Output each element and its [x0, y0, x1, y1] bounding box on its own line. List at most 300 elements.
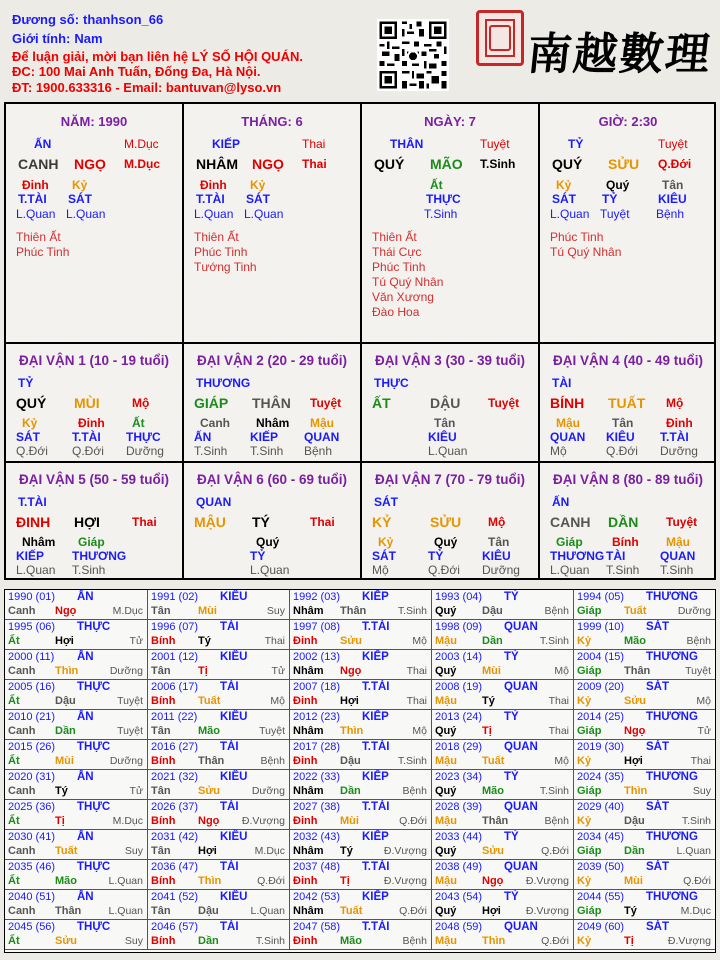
hidden-stem: Tân	[434, 416, 456, 430]
hidden-stem: Đinh	[666, 416, 693, 430]
year-cell[interactable]	[290, 890, 432, 920]
dai-van-cell-1[interactable]	[6, 344, 184, 463]
hidden-star: TÀI	[606, 549, 626, 563]
year-stem: Tân	[151, 845, 171, 857]
special-star: Phúc Tinh	[550, 230, 604, 244]
year-cell[interactable]	[148, 770, 290, 800]
year-label: 2038 (49)	[435, 861, 483, 873]
year-cell[interactable]	[148, 680, 290, 710]
year-label: 2036 (47)	[151, 861, 199, 873]
contact-line-2: ĐC: 100 Mai Anh Tuấn, Đống Đa, Hà Nội.	[12, 64, 261, 79]
year-cell[interactable]	[5, 920, 148, 950]
year-state: T.Sinh	[397, 605, 427, 617]
year-label: 1998 (09)	[435, 621, 483, 633]
year-star: KIẾP	[362, 711, 389, 723]
year-cell[interactable]	[290, 800, 432, 830]
dai-van-cell-5[interactable]	[6, 463, 184, 580]
year-label: 1995 (06)	[8, 621, 56, 633]
year-star: ẤN	[77, 891, 94, 903]
year-label: 1992 (03)	[293, 591, 341, 603]
year-star: KIÊU	[220, 891, 248, 903]
year-cell[interactable]	[5, 830, 148, 860]
year-stem: Giáp	[577, 605, 602, 617]
special-star: Tú Quý Nhân	[550, 245, 622, 259]
year-cell[interactable]	[148, 650, 290, 680]
year-star: TÀI	[220, 801, 239, 813]
year-state: Bệnh	[686, 635, 711, 647]
year-state: Dưỡng	[677, 605, 711, 617]
year-cell[interactable]	[574, 800, 715, 830]
year-label: 2047 (58)	[293, 921, 341, 933]
year-cell[interactable]	[432, 830, 574, 860]
year-state: Suy	[266, 605, 285, 617]
year-cell[interactable]	[5, 860, 148, 890]
year-star: THƯƠNG	[646, 651, 698, 663]
year-cell[interactable]	[290, 620, 432, 650]
hidden-star: QUAN	[304, 430, 340, 444]
year-star: KIÊU	[220, 651, 248, 663]
hidden-state: T.Sinh	[194, 444, 228, 458]
year-star: THƯƠNG	[646, 771, 698, 783]
dai-van-state: Mộ	[132, 396, 150, 410]
hidden-state: Mộ	[372, 563, 389, 577]
year-cell[interactable]	[290, 770, 432, 800]
year-branch: Ngọ	[624, 725, 646, 737]
hidden-star: THƯƠNG	[72, 549, 127, 563]
year-state: L.Quan	[108, 875, 143, 887]
pillar-cell-1[interactable]	[6, 104, 184, 344]
hidden-star: SÁT	[372, 549, 396, 563]
year-cell[interactable]	[290, 680, 432, 710]
dai-van-stem: GIÁP	[194, 395, 229, 411]
dai-van-top-star: ẤN	[552, 495, 570, 509]
year-stem: Nhâm	[293, 905, 324, 917]
year-cell[interactable]	[574, 740, 715, 770]
year-label: 2013 (24)	[435, 711, 483, 723]
hidden-star: THƯƠNG	[550, 549, 605, 563]
hidden-stem: Mậu	[310, 416, 334, 430]
year-branch: Dần	[482, 635, 503, 647]
year-label: 1997 (08)	[293, 621, 341, 633]
year-state: Suy	[124, 935, 143, 947]
pillar-stem: NHÂM	[196, 156, 238, 172]
year-cell[interactable]	[432, 650, 574, 680]
year-cell[interactable]	[5, 770, 148, 800]
year-label: 2016 (27)	[151, 741, 199, 753]
special-star: Phúc Tinh	[372, 260, 426, 274]
hidden-state: T.Sinh	[250, 444, 284, 458]
year-label: 2014 (25)	[577, 711, 625, 723]
year-stem: Quý	[435, 725, 457, 737]
year-branch: Ngọ	[55, 605, 77, 617]
year-branch: Mùi	[482, 665, 501, 677]
year-stem: Bính	[151, 695, 176, 707]
year-branch: Tý	[624, 905, 637, 917]
year-branch: Tuất	[198, 695, 221, 707]
year-label: 2024 (35)	[577, 771, 625, 783]
year-stem: Quý	[435, 665, 457, 677]
year-label: 2006 (17)	[151, 681, 199, 693]
special-star: Thiên Ất	[16, 230, 61, 244]
so-label: Đương số:	[12, 12, 80, 27]
year-star: THỰC	[77, 741, 111, 753]
hidden-state: Bệnh	[304, 444, 333, 458]
year-state: L.Quan	[250, 905, 285, 917]
pillar-cell-4[interactable]	[540, 104, 716, 344]
year-label: 2018 (29)	[435, 741, 483, 753]
hidden-star: THỰC	[126, 430, 161, 444]
year-cell[interactable]	[290, 590, 432, 620]
year-state: Thai	[406, 695, 427, 707]
year-cell[interactable]	[148, 740, 290, 770]
year-star: TỶ	[504, 831, 519, 843]
year-cell[interactable]	[5, 800, 148, 830]
calligraphy-logo: 南越數理	[524, 29, 715, 80]
dai-van-title: ĐẠI VẬN 4 (40 - 49 tuổi)	[552, 353, 704, 368]
year-label: 2007 (18)	[293, 681, 341, 693]
year-cell[interactable]	[148, 590, 290, 620]
year-stem: Canh	[8, 605, 36, 617]
year-stem: Quý	[435, 845, 457, 857]
year-star: ẤN	[77, 651, 94, 663]
year-label: 1993 (04)	[435, 591, 483, 603]
year-stem: Mậu	[435, 935, 457, 947]
year-state: Q.Đới	[541, 845, 569, 857]
year-star: THƯƠNG	[646, 711, 698, 723]
dai-van-cell-7[interactable]	[362, 463, 540, 580]
year-cell[interactable]	[148, 800, 290, 830]
year-cell[interactable]	[432, 620, 574, 650]
year-star: TỶ	[504, 771, 519, 783]
year-cell[interactable]	[290, 740, 432, 770]
year-branch: Thân	[340, 605, 367, 617]
year-stem: Mậu	[435, 815, 457, 827]
year-label: 1996 (07)	[151, 621, 199, 633]
year-cell[interactable]	[574, 650, 715, 680]
hidden-state: Dưỡng	[482, 563, 520, 577]
year-cell[interactable]	[432, 890, 574, 920]
year-cell[interactable]	[5, 620, 148, 650]
year-state: T.Sinh	[397, 755, 427, 767]
hidden-stem: Tân	[612, 416, 634, 430]
year-cell[interactable]	[574, 680, 715, 710]
year-cell[interactable]	[5, 650, 148, 680]
year-label: 2042 (53)	[293, 891, 341, 903]
year-star: T.TÀI	[362, 621, 390, 633]
year-cell[interactable]	[432, 920, 574, 950]
dai-van-top-star: THƯƠNG	[196, 376, 251, 390]
hidden-star: SÁT	[246, 192, 270, 206]
hidden-state: L.Quan	[16, 563, 56, 577]
year-state: Đ.Vượng	[525, 875, 569, 887]
year-star: SÁT	[646, 621, 669, 633]
year-state: Dưỡng	[109, 665, 143, 677]
year-stem: Canh	[8, 725, 36, 737]
qr-code-icon[interactable]	[377, 19, 449, 91]
year-branch: Mùi	[624, 875, 643, 887]
so-line	[12, 12, 163, 27]
pillar-branch: NGỌ	[252, 156, 284, 172]
year-cell[interactable]	[290, 860, 432, 890]
year-state: Tử	[129, 635, 143, 647]
year-label: 2049 (60)	[577, 921, 625, 933]
dai-van-cell-6[interactable]	[184, 463, 362, 580]
pillar-title: NGÀY: 7	[424, 114, 476, 129]
year-stem: Đinh	[293, 635, 318, 647]
dai-van-branch: TÝ	[252, 514, 270, 530]
year-star: T.TÀI	[362, 921, 390, 933]
pillar-top-star: KIẾP	[212, 137, 241, 151]
year-star: TÀI	[220, 921, 239, 933]
year-star: TÀI	[220, 861, 239, 873]
year-label: 2045 (56)	[8, 921, 56, 933]
year-label: 2003 (14)	[435, 651, 483, 663]
pillar-top-state: Tuyệt	[658, 137, 688, 151]
dai-van-cell-4[interactable]	[540, 344, 716, 463]
year-cell[interactable]	[148, 860, 290, 890]
year-cell[interactable]	[148, 710, 290, 740]
year-stem: Quý	[435, 905, 457, 917]
year-state: Bệnh	[260, 755, 285, 767]
year-label: 2010 (21)	[8, 711, 56, 723]
dai-van-title: ĐẠI VẬN 1 (10 - 19 tuổi)	[18, 353, 170, 368]
year-star: QUAN	[504, 861, 538, 873]
year-star: TỶ	[504, 591, 519, 603]
dai-van-state: Thai	[310, 515, 335, 529]
year-stem: Canh	[8, 845, 36, 857]
year-state: Đ.Vượng	[241, 815, 285, 827]
year-star: THỰC	[77, 801, 111, 813]
year-star: QUAN	[504, 801, 538, 813]
year-label: 2030 (41)	[8, 831, 56, 843]
year-stem: Canh	[8, 785, 36, 797]
year-state: Tử	[129, 785, 143, 797]
year-label: 2000 (11)	[8, 651, 55, 663]
year-branch: Thìn	[198, 875, 222, 887]
year-star: TỶ	[504, 711, 519, 723]
red-seal-stamp	[476, 10, 524, 66]
pillar-cell-3[interactable]	[362, 104, 540, 344]
year-star: THƯƠNG	[646, 831, 698, 843]
hidden-stem: Mậu	[666, 535, 690, 549]
hidden-stem: Giáp	[78, 535, 105, 549]
dai-van-branch: HỢI	[74, 514, 100, 530]
year-branch: Tuất	[482, 755, 505, 767]
year-cell[interactable]	[574, 770, 715, 800]
year-star: KIẾP	[362, 651, 389, 663]
dai-van-stem: MẬU	[194, 514, 226, 530]
year-state: M.Dục	[112, 815, 143, 827]
hidden-stem: Canh	[200, 416, 230, 430]
year-stem: Kỷ	[577, 755, 592, 767]
dai-van-stem: ẤT	[372, 395, 391, 411]
year-cell[interactable]	[432, 680, 574, 710]
year-star: QUAN	[504, 741, 538, 753]
hidden-stem: Bính	[612, 535, 639, 549]
year-state: Thai	[690, 755, 711, 767]
year-star: ẤN	[77, 771, 94, 783]
dai-van-branch: TUẤT	[608, 395, 646, 411]
year-state: Đ.Vượng	[383, 845, 427, 857]
dai-van-stem: ĐINH	[16, 514, 51, 530]
year-cell[interactable]	[5, 740, 148, 770]
year-label: 2048 (59)	[435, 921, 483, 933]
year-star: T.TÀI	[362, 681, 390, 693]
hidden-state: L.Quan	[194, 207, 234, 221]
year-cell[interactable]	[574, 830, 715, 860]
year-branch: Ngọ	[198, 815, 220, 827]
year-label: 2019 (30)	[577, 741, 625, 753]
hidden-star: KIÊU	[658, 192, 687, 206]
year-branch: Mão	[198, 725, 220, 737]
year-label: 2040 (51)	[8, 891, 56, 903]
year-cell[interactable]	[574, 890, 715, 920]
year-branch: Tuất	[340, 905, 363, 917]
year-star: KIẾP	[362, 771, 389, 783]
dai-van-branch: MÙI	[74, 395, 100, 411]
year-branch: Tị	[198, 665, 208, 677]
year-label: 1991 (02)	[151, 591, 199, 603]
year-branch: Hợi	[55, 635, 74, 647]
year-cell[interactable]	[148, 920, 290, 950]
hidden-stem: Kỷ	[250, 178, 266, 192]
hidden-state: L.Quan	[244, 207, 284, 221]
year-cell[interactable]	[574, 710, 715, 740]
year-cell[interactable]	[432, 860, 574, 890]
hidden-star: KIẾP	[250, 430, 279, 444]
year-star: THƯƠNG	[646, 891, 698, 903]
year-cell[interactable]	[432, 770, 574, 800]
year-cell[interactable]	[574, 920, 715, 950]
year-state: Mộ	[412, 725, 427, 737]
dai-van-top-star: THỰC	[374, 376, 409, 390]
pillar-branch: SỬU	[608, 156, 640, 172]
year-star: THỰC	[77, 621, 111, 633]
pillar-branch: NGỌ	[74, 156, 106, 172]
year-state: Q.Đới	[541, 935, 569, 947]
year-cell[interactable]	[290, 830, 432, 860]
hidden-star: KIÊU	[428, 430, 457, 444]
pillar-top-state: M.Dục	[124, 137, 159, 151]
year-cell[interactable]	[290, 920, 432, 950]
dai-van-top-star: TỶ	[18, 376, 34, 390]
year-branch: Dậu	[55, 695, 76, 707]
dai-van-cell-3[interactable]	[362, 344, 540, 463]
year-branch: Mùi	[55, 755, 74, 767]
year-label: 2012 (23)	[293, 711, 341, 723]
year-label: 2033 (44)	[435, 831, 483, 843]
year-star: THỰC	[77, 681, 111, 693]
year-state: Mộ	[696, 695, 711, 707]
hidden-star: KIÊU	[482, 549, 511, 563]
year-label: 2009 (20)	[577, 681, 625, 693]
dai-van-cell-8[interactable]	[540, 463, 716, 580]
year-cell[interactable]	[5, 680, 148, 710]
special-star: Tú Quý Nhân	[372, 275, 444, 289]
year-state: Thai	[548, 695, 569, 707]
year-stem: Mậu	[435, 875, 457, 887]
year-star: KIẾP	[362, 831, 389, 843]
year-star: THỰC	[77, 861, 111, 873]
year-star: SÁT	[646, 861, 669, 873]
hidden-star: SÁT	[552, 192, 576, 206]
year-star: TÀI	[220, 681, 239, 693]
year-branch: Tị	[55, 815, 65, 827]
year-star: TÀI	[220, 621, 239, 633]
hidden-stem: Quý	[606, 178, 630, 192]
year-state: Bệnh	[402, 785, 427, 797]
year-label: 2021 (32)	[151, 771, 199, 783]
dai-van-top-star: QUAN	[196, 495, 232, 509]
hidden-state: T.Sinh	[72, 563, 106, 577]
year-cell[interactable]	[432, 740, 574, 770]
hidden-star: ẤN	[194, 430, 212, 444]
year-cell[interactable]	[290, 710, 432, 740]
year-branch: Sửu	[55, 935, 78, 947]
pillar-top-star: TỶ	[568, 137, 584, 151]
year-stem: Mậu	[435, 635, 457, 647]
dai-van-top-star: T.TÀI	[18, 495, 47, 509]
year-cell[interactable]	[5, 890, 148, 920]
year-cell[interactable]	[148, 830, 290, 860]
year-cell[interactable]	[5, 710, 148, 740]
year-state: Tuyệt	[685, 665, 711, 677]
year-cell[interactable]	[290, 650, 432, 680]
year-branch: Sửu	[624, 695, 647, 707]
year-branch: Ngọ	[482, 875, 504, 887]
year-star: KIẾP	[362, 591, 389, 603]
year-state: Mộ	[270, 695, 285, 707]
year-state: M.Dục	[112, 605, 143, 617]
dai-van-cell-2[interactable]	[184, 344, 362, 463]
hidden-state: Dưỡng	[126, 444, 164, 458]
pillar-cell-2[interactable]	[184, 104, 362, 344]
hidden-star: T.TÀI	[660, 430, 689, 444]
year-label: 2043 (54)	[435, 891, 483, 903]
dai-van-state: Tuyệt	[488, 396, 520, 410]
year-cell[interactable]	[148, 620, 290, 650]
year-cell[interactable]	[5, 590, 148, 620]
year-cell[interactable]	[432, 590, 574, 620]
special-star: Tướng Tinh	[194, 260, 257, 274]
so-value: thanhson_66	[83, 12, 164, 27]
year-stem: Nhâm	[293, 725, 324, 737]
year-stem: Bính	[151, 755, 176, 767]
year-branch: Thìn	[55, 665, 79, 677]
year-label: 2022 (33)	[293, 771, 341, 783]
year-cell[interactable]	[432, 800, 574, 830]
dai-van-state: Mộ	[666, 396, 684, 410]
year-branch: Dậu	[198, 905, 219, 917]
hidden-state: T.Sinh	[660, 563, 694, 577]
year-stem: Ất	[8, 635, 20, 647]
year-stem: Đinh	[293, 875, 318, 887]
year-state: Đ.Vượng	[383, 875, 427, 887]
pillar-top-state: Thai	[302, 137, 326, 151]
year-cell[interactable]	[148, 890, 290, 920]
year-label: 2041 (52)	[151, 891, 199, 903]
year-cell[interactable]	[574, 620, 715, 650]
year-branch: Tý	[340, 845, 353, 857]
year-branch: Tị	[624, 935, 634, 947]
year-cell[interactable]	[574, 590, 715, 620]
year-cell[interactable]	[432, 710, 574, 740]
hidden-star: KIÊU	[606, 430, 635, 444]
pillar-branch-state: T.Sinh	[480, 157, 516, 171]
year-star: QUAN	[504, 621, 538, 633]
year-state: Thai	[264, 635, 285, 647]
year-cell[interactable]	[574, 860, 715, 890]
